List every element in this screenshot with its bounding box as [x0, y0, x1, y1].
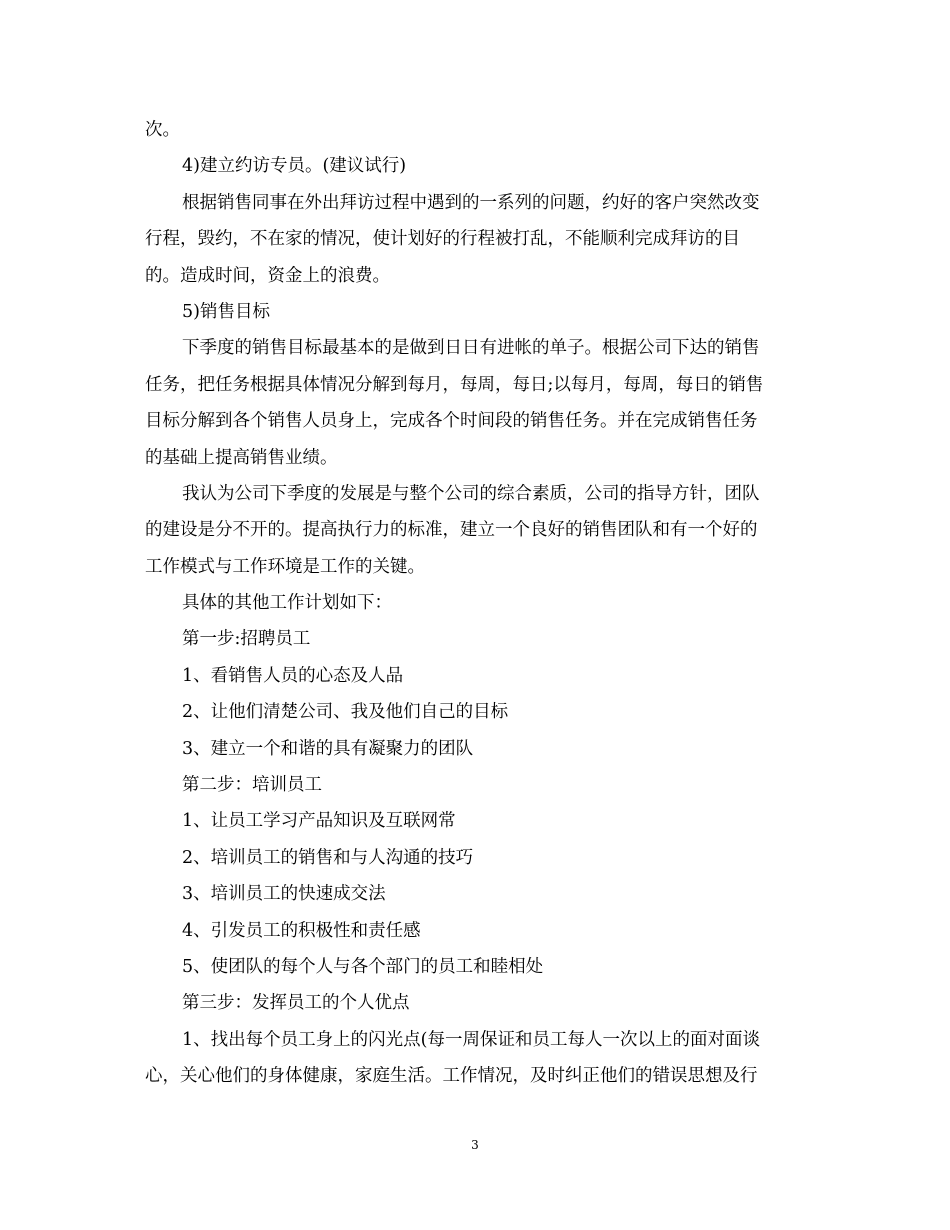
text-line: 的。造成时间，资金上的浪费。: [145, 265, 390, 286]
text-line: 行程，毁约，不在家的情况，使计划好的行程被打乱，不能顺利完成拜访的目: [145, 229, 740, 250]
text-line: 3、培训员工的快速成交法: [182, 884, 386, 905]
text-line: 次。: [145, 120, 180, 140]
text-line: 1、看销售人员的心态及人品: [182, 665, 404, 686]
text-line: 第三步：发挥员工的个人优点: [182, 993, 410, 1014]
text-line: 下季度的销售目标最基本的是做到日日有进帐的单子。根据公司下达的销售: [182, 338, 760, 359]
text-line: 的基础上提高销售业绩。: [145, 447, 338, 468]
text-line: 任务，把任务根据具体情况分解到每月，每周，每日;以每月，每周，每日的销售: [145, 374, 764, 395]
text-line: 的建设是分不开的。提高执行力的标准，建立一个良好的销售团队和有一个好的: [145, 520, 758, 541]
text-line: 5)销售目标: [182, 301, 270, 322]
text-line: 1、让员工学习产品知识及互联网常: [182, 811, 456, 832]
text-line: 2、让他们清楚公司、我及他们自己的目标: [182, 702, 509, 723]
text-line: 心，关心他们的身体健康，家庭生活。工作情况，及时纠正他们的错误思想及行: [145, 1066, 758, 1087]
text-line: 3、建立一个和谐的具有凝聚力的团队: [182, 738, 474, 759]
text-line: 工作模式与工作环境是工作的关键。: [145, 556, 425, 577]
text-line: 具体的其他工作计划如下：: [182, 593, 392, 614]
text-line: 4)建立约访专员。(建议试行): [182, 156, 407, 177]
text-line: 第一步:招聘员工: [182, 629, 311, 650]
document-body: [145, 112, 805, 1095]
text-line: 根据销售同事在外出拜访过程中遇到的一系列的问题，约好的客户突然改变: [182, 192, 760, 213]
text-line: 1、找出每个员工身上的闪光点(每一周保证和员工每人一次以上的面对面谈: [182, 1029, 760, 1050]
text-line: 5、使团队的每个人与各个部门的员工和睦相处: [182, 956, 544, 977]
text-line: 目标分解到各个销售人员身上，完成各个时间段的销售任务。并在完成销售任务: [145, 411, 758, 432]
text-line: 我认为公司下季度的发展是与整个公司的综合素质，公司的指导方针，团队: [182, 483, 760, 504]
text-line: 第二步：培训员工: [182, 775, 322, 796]
text-line: 4、引发员工的积极性和责任感: [182, 920, 421, 941]
text-line: 2、培训员工的销售和与人沟通的技巧: [182, 847, 474, 868]
page-number: 3: [471, 1138, 479, 1152]
